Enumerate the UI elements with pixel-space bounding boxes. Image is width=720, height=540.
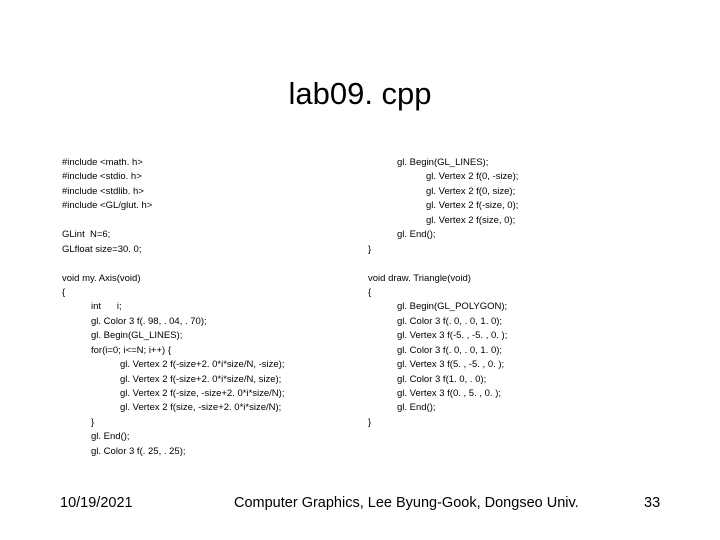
code-line: gl. End();	[397, 402, 436, 414]
code-line: gl. Color 3 f(1. 0, . 0);	[397, 373, 487, 385]
code-line: int i;	[91, 301, 122, 313]
code-line: gl. Vertex 2 f(size, 0);	[426, 214, 516, 226]
code-line	[62, 214, 284, 228]
code-line	[62, 257, 284, 271]
code-line: #include <math. h>	[62, 157, 143, 168]
slide-title: lab09. cpp	[288, 76, 432, 111]
code-line: gl. End();	[397, 229, 436, 241]
code-line: }	[368, 416, 372, 428]
code-line: gl. Vertex 2 f(-size, -size+2. 0*i*size/N);	[120, 388, 285, 399]
code-line: #include <GL/glut. h>	[62, 200, 153, 212]
code-line: {	[368, 286, 372, 298]
code-line: gl. Vertex 2 f(-size+2. 0*i*size/N, -size);	[120, 359, 285, 371]
code-line: for(i=0; i<=N; i++) {	[91, 344, 171, 356]
left-code-block	[62, 156, 284, 459]
code-line: #include <stdlib. h>	[62, 185, 144, 197]
page-number: 33	[644, 495, 661, 511]
code-line: gl. End();	[91, 431, 130, 443]
code-line: #include <stdio. h>	[62, 171, 142, 183]
code-line: gl. Vertex 3 f(0. , 5. , 0. );	[397, 388, 502, 399]
code-line: gl. Vertex 2 f(0, size);	[426, 185, 516, 197]
code-line	[368, 257, 518, 271]
code-line: gl. Color 3 f(. 0, . 0, 1. 0);	[397, 315, 503, 327]
code-line: GLfloat size=30. 0;	[62, 243, 142, 255]
code-line: }	[91, 416, 95, 428]
footer-credit: Computer Graphics, Lee Byung-Gook, Dongseo Univ.	[234, 495, 579, 511]
code-line: gl. Color 3 f(. 98, . 04, . 70);	[91, 315, 207, 327]
code-line: {	[62, 286, 66, 298]
code-line: }	[368, 243, 372, 255]
code-line: void my. Axis(void)	[62, 272, 141, 284]
code-line: gl. Vertex 2 f(0, -size);	[426, 171, 519, 183]
code-line: gl. Color 3 f(. 0, . 0, 1. 0);	[397, 344, 503, 356]
code-line: gl. Vertex 2 f(size, -size+2. 0*i*size/N);	[120, 402, 282, 414]
code-line: gl. Vertex 2 f(-size+2. 0*i*size/N, size);	[120, 373, 282, 385]
code-line: void draw. Triangle(void)	[368, 272, 471, 284]
code-line: gl. Begin(GL_LINES);	[91, 330, 183, 342]
footer-date: 10/19/2021	[60, 495, 133, 511]
code-line: gl. Begin(GL_POLYGON);	[397, 301, 508, 313]
code-line: gl. Color 3 f(. 25, . 25);	[91, 445, 186, 457]
right-code-block	[368, 156, 518, 430]
code-line: gl. Vertex 3 f(5. , -5. , 0. );	[397, 359, 505, 371]
code-line: gl. Vertex 2 f(-size, 0);	[426, 200, 519, 212]
code-line: GLint N=6;	[62, 229, 111, 241]
code-line: gl. Begin(GL_LINES);	[397, 157, 489, 168]
code-line: gl. Vertex 3 f(-5. , -5. , 0. );	[397, 330, 508, 342]
